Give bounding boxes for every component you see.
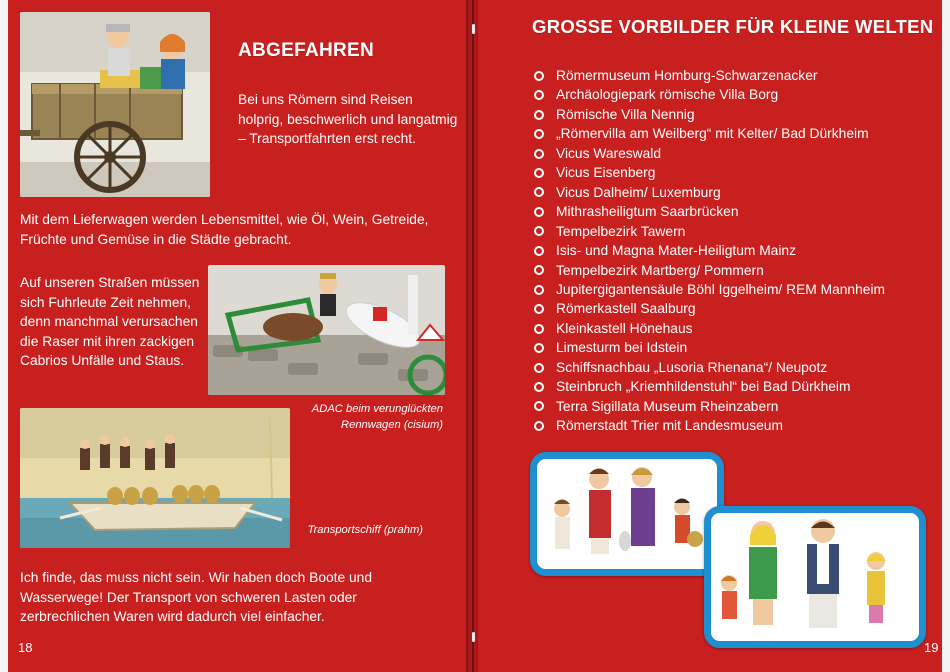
paragraph-delivery: Mit dem Lieferwagen werden Lebensmittel, wie Öl, Wein, Getreide, Früchte und Gemüse in die Städte gebracht. [20,212,429,247]
circle-bullet-icon [534,207,544,217]
circle-bullet-icon [534,168,544,178]
place-label: Mithrasheiligtum Saarbrücken [556,204,739,220]
place-label: „Römervilla am Weilberg“ mit Kelter/ Bad Dürkheim [556,126,869,142]
place-item [534,358,885,377]
circle-bullet-icon [534,129,544,139]
circle-bullet-icon [534,401,544,411]
place-label: Limesturm bei Idstein [556,340,688,356]
place-item [534,377,885,396]
circle-bullet-icon [534,304,544,314]
photo-transport-ship [20,408,290,548]
place-item [534,397,885,416]
photo-crashed-chariot [208,265,445,395]
circle-bullet-icon [534,285,544,295]
place-item [534,319,885,338]
paragraph-roads: Auf unseren Straßen müssen sich Fuhrleute Zeit nehmen, denn manchmal verursachen die Raser mit ihren zackigen Cabrios Unfälle und Staus. [20,275,200,368]
place-label: Vicus Dalheim/ Luxemburg [556,184,721,200]
place-item [534,261,885,280]
gutter-seam [472,0,474,672]
place-item [534,66,885,85]
circle-bullet-icon [534,246,544,256]
caption-ship: Transportschiff (prahm) [307,524,423,536]
place-item [534,241,885,260]
place-label: Jupitergigantensäule Böhl Iggelheim/ REM Mannheim [556,281,886,297]
intro-text: Bei uns Römern sind Reisen holprig, beschwerlich und langatmig – Transportfahrten erst recht. [238,92,458,146]
paragraph-waterways: Ich finde, das muss nicht sein. Wir haben doch Boote und Wasserwege! Der Transport von schweren Lasten oder zerbrechlichen Waren wird dadurch viel einfacher. [20,570,373,624]
circle-bullet-icon [534,110,544,120]
place-label: Archäologiepark römische Villa Borg [556,87,779,103]
circle-bullet-icon [534,343,544,353]
place-label: Tempelbezirk Martberg/ Pommern [556,262,764,278]
circle-bullet-icon [534,71,544,81]
place-label: Steinbruch „Kriemhildenstuhl“ bei Bad Dürkheim [556,379,851,395]
place-item [534,280,885,299]
circle-bullet-icon [534,363,544,373]
place-item [534,163,885,182]
place-item [534,105,885,124]
right-heading: GROSSE VORBILDER FÜR KLEINE WELTEN [532,16,934,37]
place-item [534,183,885,202]
place-label: Römerkastell Saalburg [556,301,696,317]
caption-chariot: ADAC beim verunglückten Rennwagen (cisium) [311,403,443,431]
staple-top [472,24,475,34]
place-item [534,338,885,357]
place-label: Schiffsnachbau „Lusoria Rhenana“/ Neupotz [556,359,828,375]
place-item [534,222,885,241]
photo-roman-family [530,452,724,576]
place-label: Tempelbezirk Tawern [556,223,686,239]
places-list [534,66,885,436]
place-label: Terra Sigillata Museum Rheinzabern [556,398,779,414]
place-label: Vicus Eisenberg [556,165,656,181]
circle-bullet-icon [534,382,544,392]
circle-bullet-icon [534,149,544,159]
circle-bullet-icon [534,226,544,236]
circle-bullet-icon [534,187,544,197]
place-label: Vicus Wareswald [556,145,662,161]
place-item [534,124,885,143]
place-item [534,144,885,163]
place-label: Römische Villa Nennig [556,106,695,122]
place-label: Isis- und Magna Mater-Heiligtum Mainz [556,243,796,259]
left-heading: ABGEFAHREN [238,40,375,61]
place-label: Römermuseum Homburg-Schwarzenacker [556,68,818,83]
page-number-right: 19 [924,640,939,655]
circle-bullet-icon [534,421,544,431]
place-label: Kleinkastell Hönehaus [556,320,693,336]
place-item [534,416,885,435]
circle-bullet-icon [534,265,544,275]
circle-bullet-icon [534,324,544,334]
right-page [478,0,942,672]
staple-bottom [472,632,475,642]
place-item [534,85,885,104]
place-item [534,202,885,221]
photo-modern-family [704,506,926,648]
left-page [8,0,468,672]
place-item [534,299,885,318]
place-label: Römerstadt Trier mit Landesmuseum [556,418,783,434]
photo-roman-cart [20,12,210,197]
circle-bullet-icon [534,90,544,100]
page-number-left: 18 [18,640,33,655]
